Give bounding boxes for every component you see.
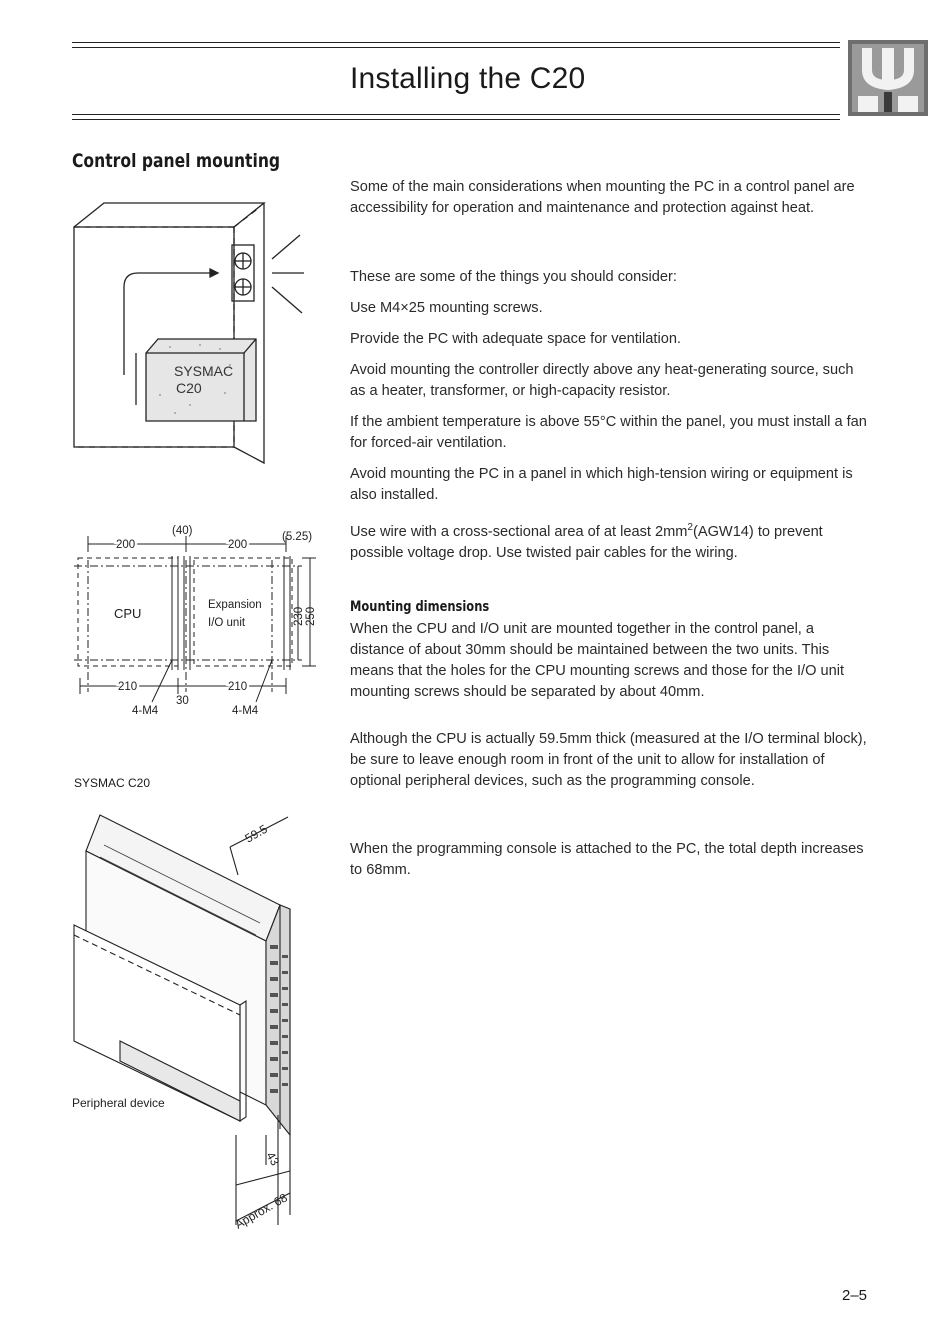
wire-text-post: (AGW14) to prevent possible voltage drop. Use twisted pair cables for the wiring. [350, 523, 823, 561]
dim-250: 250 [305, 606, 317, 626]
wire-text-pre: Use wire with a cross-sectional area of at least 2mm [350, 523, 688, 540]
wire-text-sup: 2 [687, 522, 693, 533]
consideration-item: Avoid mounting the controller directly above any heat-generating source, such as a heater, transformer, or high-capacity resistor. [350, 362, 854, 399]
mounting-paragraph-2: Although the CPU is actually 59.5mm thick (measured at the I/O terminal block), be sure to leave enough room in front of the unit to allow for installation of optional peripheral devices, such as the programming console. [350, 731, 867, 789]
m4-left: 4-M4 [132, 705, 159, 717]
m4-right: 4-M4 [232, 705, 259, 717]
io-unit-label: I/O unit [208, 617, 246, 629]
dim-230: 230 [293, 606, 305, 626]
header-rule-top [72, 42, 840, 43]
dim-200-right: 200 [228, 539, 248, 551]
page-title: Installing the C20 [350, 62, 586, 95]
mounting-dimensions-figure [72, 520, 332, 720]
expansion-label: Expansion [208, 599, 262, 611]
omron-logo [848, 40, 928, 116]
mounting-paragraph-1: When the CPU and I/O unit are mounted together in the control panel, a distance of about 30mm should be maintained between the two units. This means that the holes for the CPU mounting screws and those for the I/O unit mounting screws should be separated by about 40mm. [350, 621, 845, 700]
intro-paragraph: Some of the main considerations when mounting the PC in a control panel are accessibility for operation and maintenance and protection against heat. [350, 179, 855, 216]
dim-210-left: 210 [118, 681, 138, 693]
header-rule-top-2 [72, 47, 840, 48]
sysmac-label-1: SYSMAC [174, 363, 234, 379]
dim-43: 43 [263, 1149, 283, 1169]
sysmac-label-2: C20 [176, 380, 202, 396]
peripheral-device-label: Peripheral device [72, 1096, 165, 1110]
dim-200-left: 200 [116, 539, 136, 551]
page-number: 2–5 [842, 1287, 868, 1304]
sysmac-c20-caption: SYSMAC C20 [74, 776, 151, 790]
consider-paragraph: These are some of the things you should consider: [350, 269, 677, 285]
consideration-item: Provide the PC with adequate space for ventilation. [350, 331, 681, 347]
cpu-label: CPU [114, 606, 142, 621]
section-title: Control panel mounting [72, 150, 281, 172]
dim-210-right: 210 [228, 681, 248, 693]
consideration-item: Avoid mounting the PC in a panel in which high-tension wiring or equipment is also installed. [350, 466, 853, 503]
header-rule-bottom [72, 114, 840, 115]
header-rule-bottom-2 [72, 119, 840, 120]
dim-59-5: 59.5 [242, 821, 270, 846]
dim-30: 30 [176, 695, 189, 707]
dim-approx-68: Approx. 68 [232, 1190, 290, 1232]
mounting-paragraph-3: When the programming console is attached to the PC, the total depth increases to 68mm. [350, 841, 864, 878]
dim-525: (5.25) [282, 531, 313, 543]
mounting-dimensions-title: Mounting dimensions [350, 599, 490, 615]
dim-40: (40) [172, 525, 193, 537]
consideration-item: Use M4×25 mounting screws. [350, 300, 543, 316]
consideration-item: If the ambient temperature is above 55°C within the panel, you must install a fan for forced-air ventilation. [350, 414, 867, 451]
control-panel-figure [60, 195, 320, 475]
consideration-item [350, 517, 870, 564]
sysmac-c20-figure [60, 805, 320, 1235]
